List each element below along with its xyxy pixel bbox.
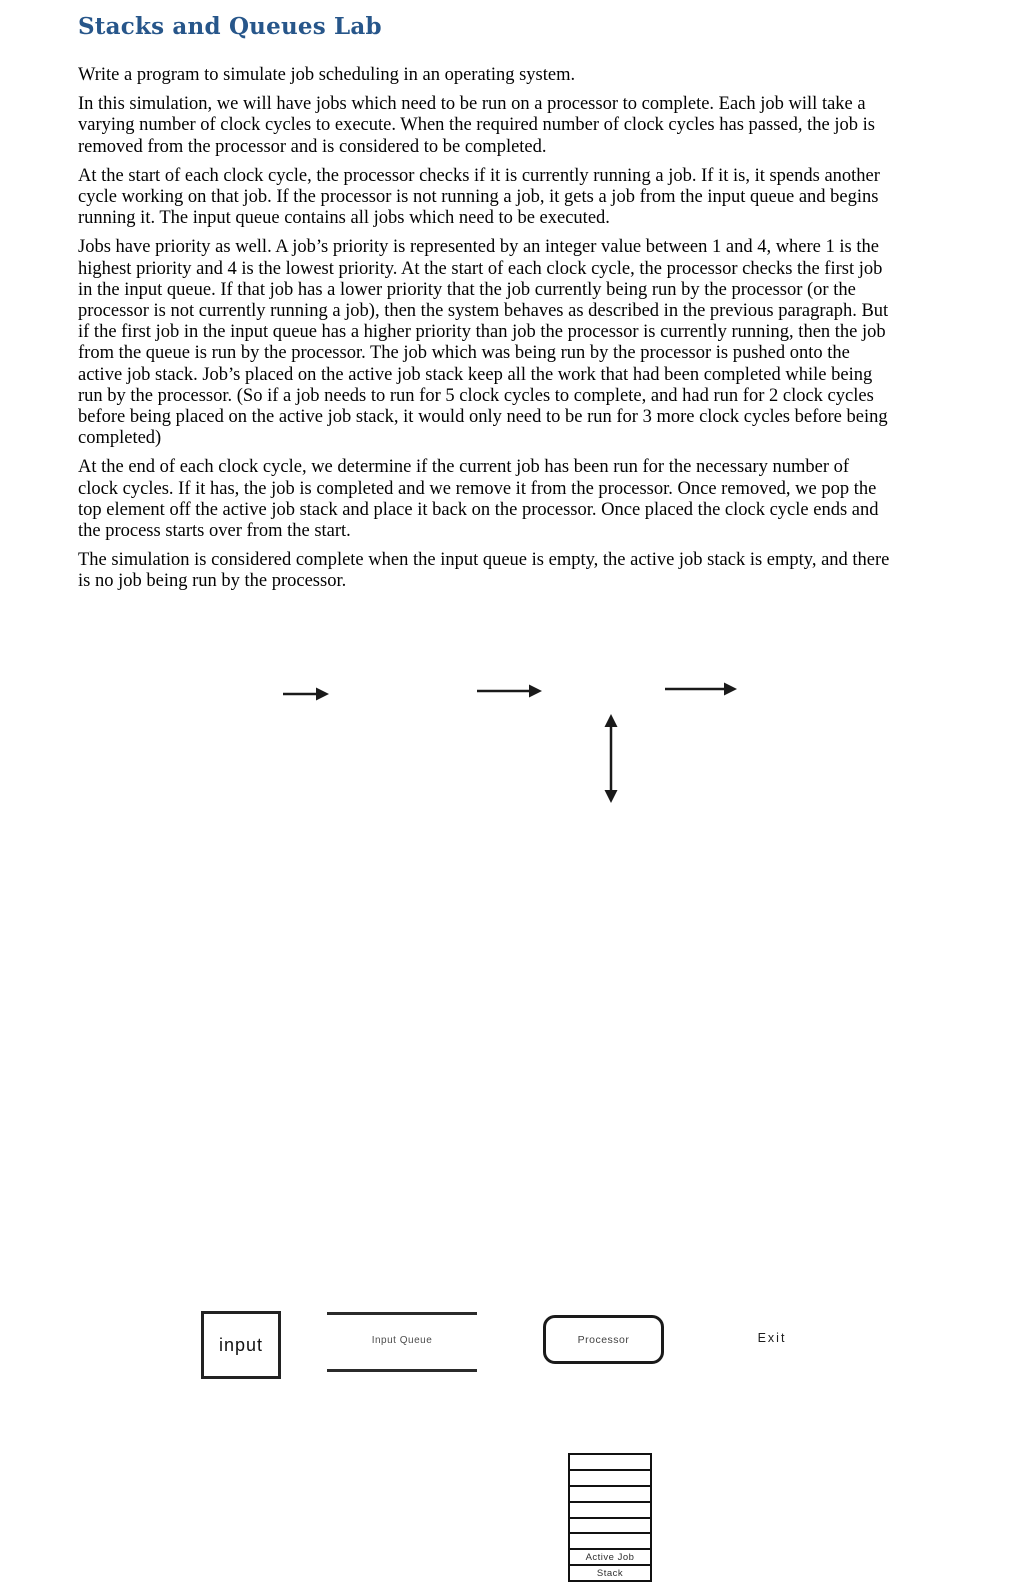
scheduling-diagram — [0, 650, 1024, 1579]
stack-cell — [570, 1469, 650, 1485]
input-queue-top-edge — [327, 1312, 477, 1315]
input-queue-label: Input Queue — [371, 1335, 433, 1346]
processor-node-label: Processor — [577, 1333, 630, 1346]
arrow-processor-stack-bidirectional — [605, 714, 618, 803]
paragraph-completion: The simulation is considered complete when the input queue is empty, the active job stack is empty, and there is no job being run by the processor. — [78, 550, 890, 592]
document-body — [78, 12, 890, 601]
paragraph-clock-cycle-start: At the start of each clock cycle, the processor checks if it is currently running a job. If it is, it spends another cycle working on that job. If the processor is not running a job, it gets a job from the input queue and begins running it. The input queue contains all jobs which need to be executed. — [78, 165, 880, 229]
stack-label-cell: Active Job — [570, 1548, 650, 1564]
stack-label-cell: Stack — [570, 1564, 650, 1580]
diagram-arrows — [0, 650, 1024, 949]
exit-label: Exit — [757, 1331, 787, 1345]
paragraph-intro: Write a program to simulate job scheduling in an operating system. — [78, 65, 576, 85]
active-job-stack — [568, 1453, 652, 1582]
paragraph-simulation: In this simulation, we will have jobs which need to be run on a processor to complete. Each job will take a varying number of clock cycles to execute. When the required number of clock cycles has passed, the job is removed from the processor and is considered to be completed. — [78, 94, 875, 157]
processor-node — [543, 1315, 664, 1364]
input-node — [201, 1311, 281, 1379]
arrow-processor-to-exit — [665, 683, 737, 696]
input-node-label: input — [218, 1334, 264, 1355]
paragraph-clock-cycle-end: At the end of each clock cycle, we determine if the current job has been run for the necessary number of clock cycles. If it has, the job is completed and we remove it from the processor. Once removed, we pop the top element off the active job stack and place it back on the processor. Once placed the clock cycle ends and the process starts over from the start. — [78, 457, 879, 542]
arrow-queue-to-processor — [477, 685, 542, 698]
input-queue-bottom-edge — [327, 1369, 477, 1372]
arrow-input-to-queue — [283, 688, 329, 701]
paragraph-priority: Jobs have priority as well. A job’s priority is represented by an integer value between 1 and 4, where 1 is the highest priority and 4 is the lowest priority. At the start of each clock cycle, the processor checks the first job in the input queue. If that job has a lower priority that the job currently being run by the processor (or the processor is not currently running a job), then the system behaves as described in the previous paragraph. But if the first job in the input queue has a higher priority than job the processor is currently running, then the job from the queue is run by the processor. The job which was being run by the processor is pushed onto the active job stack. Job’s placed on the active job stack keep all the work that had been completed while being run by the processor. (So if a job needs to run for 5 clock cycles to complete, and had run for 2 clock cycles before being placed on the active job stack, it would only need to be run for 3 more clock cycles before being completed) — [78, 237, 889, 449]
page-title: Stacks and Queues Lab — [78, 13, 382, 40]
stack-cell — [570, 1501, 650, 1517]
stack-cell — [570, 1485, 650, 1501]
stack-cell — [570, 1455, 650, 1469]
stack-cell — [570, 1532, 650, 1548]
stack-cell — [570, 1517, 650, 1533]
